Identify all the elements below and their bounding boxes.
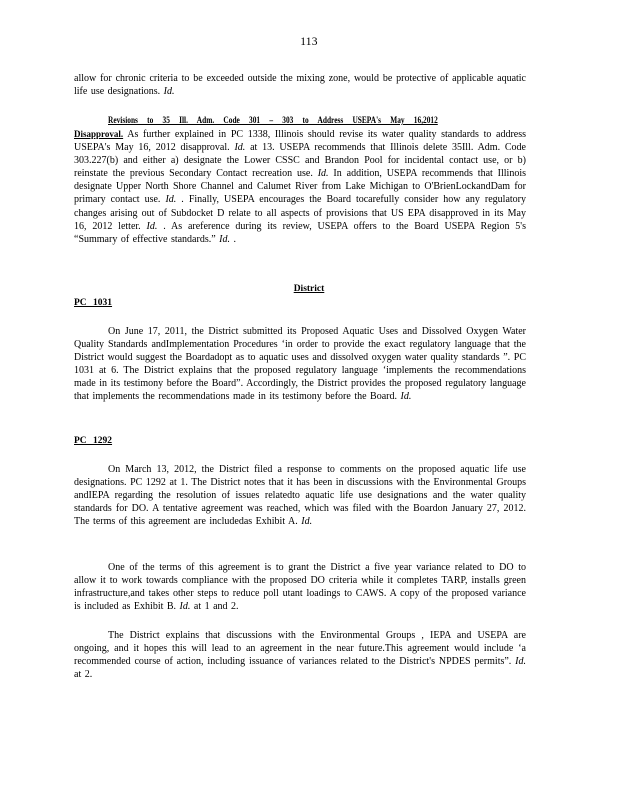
pc1292-citation-1: Id. — [301, 516, 313, 528]
pc1292-text-3-tail: at 2. — [74, 669, 93, 681]
pc1292-text-2-tail: at 1 and 2. — [190, 601, 239, 613]
revisions-paragraph — [74, 128, 526, 246]
pc1031-citation: Id. — [400, 391, 412, 403]
revisions-citation-1: Id. — [234, 142, 246, 154]
pc1031-heading: PC 1031 — [74, 298, 113, 308]
revisions-heading: Revisions to 35 Ill. Adm. Code 301 – 303 to Address USEPA's May 16,2012 — [108, 115, 438, 125]
pc1292-paragraph-2 — [74, 561, 526, 613]
intro-citation: Id. — [163, 86, 175, 98]
revisions-citation-2: Id. — [317, 168, 329, 180]
pc1292-paragraph-1 — [74, 463, 526, 528]
pc1031-text: On June 17, 2011, the District submitted its Proposed Aquatic Uses and Dissolved Oxygen Water Quality Standards andImplementation Procedures ‘in order to provide the exact regulatory language that the District would suggest the Boardadopt as to aquatic uses and dissolved oxygen water quality standards ”. PC 1031 at 6. The District explains that the proposed regulatory language ‘implements the recommendations made in its testimony before the Board”. Accordingly, the District provides the proposed regulatory language that implements the recommendations made in its testimony before the Board. — [74, 326, 526, 403]
pc1292-text-2: One of the terms of this agreement is to grant the District a five year variance related to DO to allow it to work towards compliance with the proposed DO criteria while it completes TARP, installs green infrastructure,and takes other steps to reduce poll utant loadings to CAWS. A copy of the proposed variance is included as Exhibit B. — [74, 562, 526, 613]
pc1292-text-1: On March 13, 2012, the District filed a response to comments on the proposed aquatic life use designations. PC 1292 at 1. The District notes that it has been in discussions with the Environmental Groups andIEPA regarding the resolution of issues relatedto aquatic life use designations and the water quality standards for DO. A tentative agreement was reached, which was filed with the Boardon January 27, 2012. The terms of this agreement are includedas Exhibit A. — [74, 464, 526, 528]
pc1031-paragraph — [74, 325, 526, 404]
revisions-citation-3: Id. — [165, 194, 177, 206]
revisions-text-4: . Finally, USEPA encourages the Board tocarefully consider how any regulatory changes arising out of Subdocket D relate to all aspects of provisions that US EPA disapproved in its May 16, 2012 letter. — [74, 194, 527, 232]
district-heading: District — [293, 284, 325, 294]
intro-text: allow for chronic criteria to be exceeded outside the mixing zone, would be protective of applicable aquatic life use designations. — [74, 73, 526, 98]
revisions-text-5: . As areference during its review, USEPA offers to the Board USEPA Region 5's “Summary of effective standards.” — [74, 220, 526, 245]
pc1292-citation-2: Id. — [179, 601, 191, 613]
revisions-citation-5: Id. — [219, 233, 230, 245]
intro-paragraph — [74, 72, 526, 98]
revisions-text-3: In addition, USEPA recommends that Illinois designate Upper North Shore Channel and Calumet River from Lake Michigan to O'BrienLockandDam for primary contact use. — [74, 168, 527, 206]
pc1292-text-3: The District explains that discussions with the Environmental Groups , IEPA and USEPA are ongoing, and it hopes this will lead to an agreement in the near future.This agreement would include ‘a recommended course of action, including issuance of variances related to the District's NPDES permits”. — [74, 630, 526, 668]
pc1292-heading: PC 1292 — [74, 436, 113, 446]
revisions-text-6: . — [230, 233, 236, 245]
revisions-citation-4: Id. — [146, 220, 158, 232]
revisions-text-2: at 13. USEPA recommends that Illinois delete 35Ill. Adm. Code 303.227(b) and either a) designate the Lower CSSC and Brandon Pool for incidental contact use, or b) reinstate the previous Secondary Contact recreation use. — [74, 142, 526, 180]
page-number: 113 — [300, 36, 318, 48]
pc1292-citation-3: Id. — [515, 656, 526, 668]
revisions-heading-lead: Disapproval. — [74, 129, 124, 139]
pc1292-paragraph-3 — [74, 629, 526, 681]
revisions-text-1: As further explained in PC 1338, Illinois should revise its water quality standards to address USEPA's May 16, 2012 disapproval. — [74, 129, 526, 154]
